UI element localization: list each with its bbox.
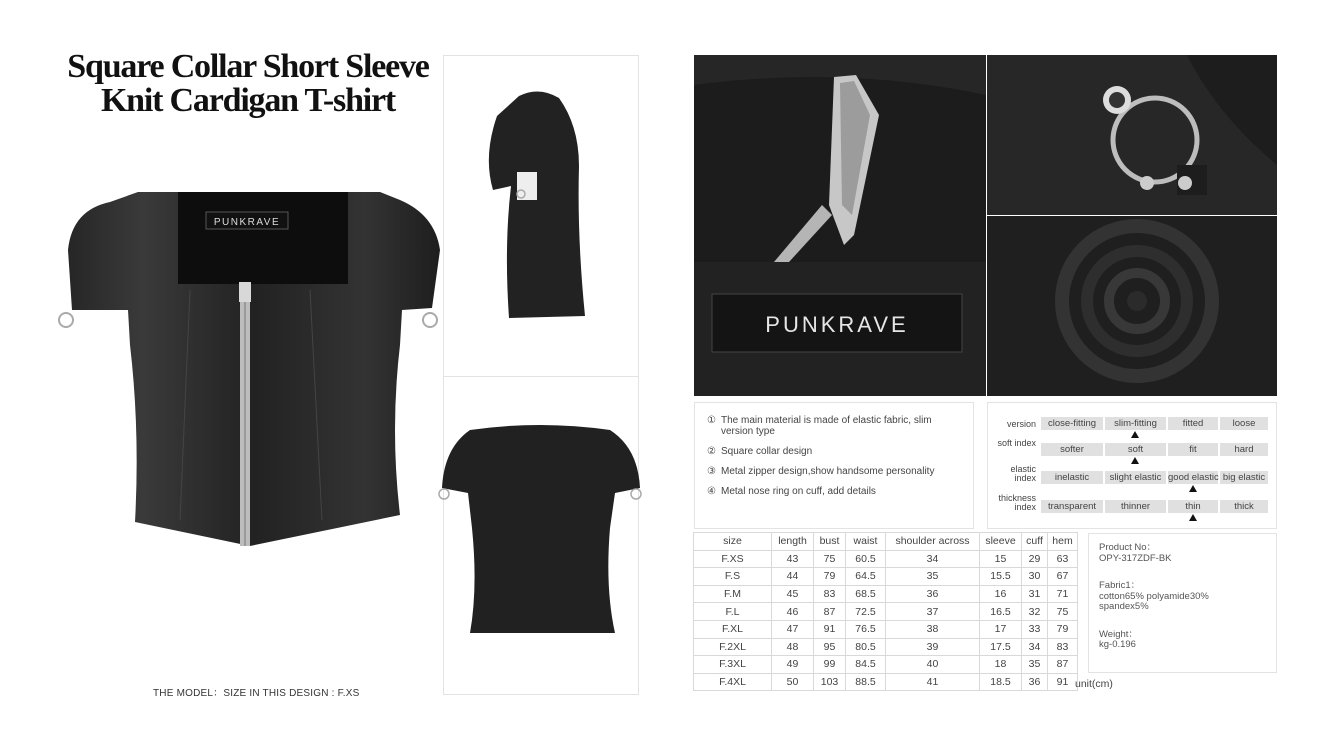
table-cell: 75 xyxy=(1048,603,1078,621)
scale-elastic-index xyxy=(988,461,1278,491)
table-cell: 88.5 xyxy=(846,673,886,691)
table-cell: 64.5 xyxy=(846,568,886,586)
scale-option: thick xyxy=(1220,500,1268,513)
product-title xyxy=(48,50,448,118)
table-cell: F.3XL xyxy=(694,656,772,674)
table-cell: F.XL xyxy=(694,620,772,638)
scale-option: inelastic xyxy=(1041,471,1103,484)
feature-item xyxy=(707,466,963,477)
table-header: bust xyxy=(814,533,846,551)
table-cell: 79 xyxy=(814,568,846,586)
weight-value: kg-0.196 xyxy=(1099,639,1136,650)
table-cell: 91 xyxy=(814,620,846,638)
scale-option: slight elastic xyxy=(1105,471,1166,484)
feature-text: Square collar design xyxy=(721,446,813,457)
table-cell: 34 xyxy=(1022,638,1048,656)
scale-option: big elastic xyxy=(1220,471,1268,484)
frame-divider xyxy=(444,376,638,377)
table-row xyxy=(694,568,1078,586)
table-header: length xyxy=(772,533,814,551)
side-view-photo xyxy=(479,86,609,326)
table-cell: 32 xyxy=(1022,603,1048,621)
feature-number: ④ xyxy=(707,486,716,497)
table-cell: 15 xyxy=(980,550,1022,568)
table-cell: 36 xyxy=(1022,673,1048,691)
table-cell: 72.5 xyxy=(846,603,886,621)
table-cell: 68.5 xyxy=(846,585,886,603)
product-no-value: OPY-317ZDF-BK xyxy=(1099,552,1172,564)
table-cell: 91 xyxy=(1048,673,1078,691)
selected-marker-icon xyxy=(1189,514,1197,521)
table-cell: 46 xyxy=(772,603,814,621)
table-cell: 43 xyxy=(772,550,814,568)
table-cell: 17.5 xyxy=(980,638,1022,656)
model-size-note: THE MODEL：SIZE IN THIS DESIGN : F.XS xyxy=(153,688,360,699)
product-no-label: Product No： xyxy=(1099,542,1157,553)
table-cell: 40 xyxy=(886,656,980,674)
scale-option: slim-fitting xyxy=(1105,417,1166,430)
table-cell: 84.5 xyxy=(846,656,886,674)
zipper-detail-photo xyxy=(694,55,986,262)
table-header: size xyxy=(694,533,772,551)
scale-option: loose xyxy=(1220,417,1268,430)
back-view-photo xyxy=(430,418,650,648)
features-list xyxy=(694,402,974,529)
feature-text: The main material is made of elastic fabric, slim version type xyxy=(721,415,932,437)
table-header: sleeve xyxy=(980,533,1022,551)
scale-option: fitted xyxy=(1168,417,1218,430)
scale-label: version xyxy=(1006,419,1036,429)
table-cell: 87 xyxy=(1048,656,1078,674)
table-cell: 41 xyxy=(886,673,980,691)
fabric-label: Fabric1： xyxy=(1099,580,1141,591)
table-cell: 29 xyxy=(1022,550,1048,568)
scale-soft-index xyxy=(988,433,1278,463)
table-cell: 38 xyxy=(886,620,980,638)
table-cell: 35 xyxy=(886,568,980,586)
feature-text: Metal nose ring on cuff, add details xyxy=(721,486,876,497)
front-view-photo xyxy=(50,170,450,570)
table-cell: 39 xyxy=(886,638,980,656)
scale-option: good elastic xyxy=(1168,472,1219,483)
size-chart-table xyxy=(693,532,1078,691)
table-cell: 37 xyxy=(886,603,980,621)
scale-option: fit xyxy=(1168,443,1218,456)
scale-option: close-fitting xyxy=(1041,417,1103,430)
brand-label-detail-photo xyxy=(694,262,986,396)
table-cell: 45 xyxy=(772,585,814,603)
table-row xyxy=(694,585,1078,603)
view-frame xyxy=(443,55,639,695)
table-cell: F.S xyxy=(694,568,772,586)
table-header-row xyxy=(694,533,1078,551)
table-cell: 71 xyxy=(1048,585,1078,603)
ring-detail-photo xyxy=(987,55,1277,215)
table-cell: 49 xyxy=(772,656,814,674)
fabric-line-1: cotton65% polyamide30% xyxy=(1099,590,1209,602)
feature-item xyxy=(707,486,963,497)
scale-option: thinner xyxy=(1105,500,1166,513)
table-row xyxy=(694,638,1078,656)
table-cell: 36 xyxy=(886,585,980,603)
table-cell: F.4XL xyxy=(694,673,772,691)
table-cell: 48 xyxy=(772,638,814,656)
scale-option: transparent xyxy=(1041,500,1103,513)
table-cell: F.M xyxy=(694,585,772,603)
table-header: shoulder across xyxy=(886,533,980,551)
table-cell: F.XS xyxy=(694,550,772,568)
table-cell: 35 xyxy=(1022,656,1048,674)
table-cell: 63 xyxy=(1048,550,1078,568)
feature-number: ② xyxy=(707,446,716,457)
table-cell: 33 xyxy=(1022,620,1048,638)
feature-text: Metal zipper design,show handsome personality xyxy=(721,466,935,477)
unit-label: unit(cm) xyxy=(1075,678,1113,690)
table-cell: 31 xyxy=(1022,585,1048,603)
table-cell: 103 xyxy=(814,673,846,691)
brand-label-text: PUNKRAVE xyxy=(765,312,909,337)
table-cell: 83 xyxy=(814,585,846,603)
fabric-line-2: spandex5% xyxy=(1099,601,1149,612)
table-row xyxy=(694,603,1078,621)
scale-option: hard xyxy=(1220,443,1268,456)
table-cell: 79 xyxy=(1048,620,1078,638)
feature-item xyxy=(707,415,963,437)
table-cell: 80.5 xyxy=(846,638,886,656)
table-cell: 99 xyxy=(814,656,846,674)
table-cell: 18 xyxy=(980,656,1022,674)
product-title-line-1: Square Collar Short Sleeve xyxy=(67,48,429,85)
scale-option: soft xyxy=(1105,443,1166,456)
table-cell: 34 xyxy=(886,550,980,568)
scale-label: soft index xyxy=(997,438,1036,448)
scale-option: softer xyxy=(1041,443,1103,456)
table-cell: 50 xyxy=(772,673,814,691)
scale-label: thickness index xyxy=(998,493,1036,512)
table-row xyxy=(694,656,1078,674)
table-header: cuff xyxy=(1022,533,1048,551)
product-title-line-2: Knit Cardigan T-shirt xyxy=(100,82,396,119)
table-cell: 44 xyxy=(772,568,814,586)
fabric-detail-photo xyxy=(987,216,1277,396)
table-cell: 95 xyxy=(814,638,846,656)
feature-item xyxy=(707,446,963,457)
attribute-scales xyxy=(987,402,1277,529)
scale-thickness-index xyxy=(988,490,1278,520)
table-row xyxy=(694,550,1078,568)
table-cell: 67 xyxy=(1048,568,1078,586)
table-row xyxy=(694,620,1078,638)
table-row xyxy=(694,673,1078,691)
table-cell: 83 xyxy=(1048,638,1078,656)
table-cell: 60.5 xyxy=(846,550,886,568)
table-cell: F.L xyxy=(694,603,772,621)
table-cell: 18.5 xyxy=(980,673,1022,691)
product-info-box xyxy=(1088,533,1277,673)
table-header: waist xyxy=(846,533,886,551)
table-cell: 15.5 xyxy=(980,568,1022,586)
table-cell: 75 xyxy=(814,550,846,568)
table-cell: 16 xyxy=(980,585,1022,603)
scale-label: elastic index xyxy=(1010,464,1036,483)
table-header: hem xyxy=(1048,533,1078,551)
table-cell: 17 xyxy=(980,620,1022,638)
feature-number: ③ xyxy=(707,466,716,477)
table-cell: 47 xyxy=(772,620,814,638)
scale-option: thin xyxy=(1168,500,1218,513)
table-cell: 16.5 xyxy=(980,603,1022,621)
table-cell: 76.5 xyxy=(846,620,886,638)
neck-label-text: PUNKRAVE xyxy=(213,217,281,228)
feature-number: ① xyxy=(707,415,716,426)
table-cell: 87 xyxy=(814,603,846,621)
table-cell: 30 xyxy=(1022,568,1048,586)
weight-label: Weight： xyxy=(1099,628,1138,640)
table-cell: F.2XL xyxy=(694,638,772,656)
